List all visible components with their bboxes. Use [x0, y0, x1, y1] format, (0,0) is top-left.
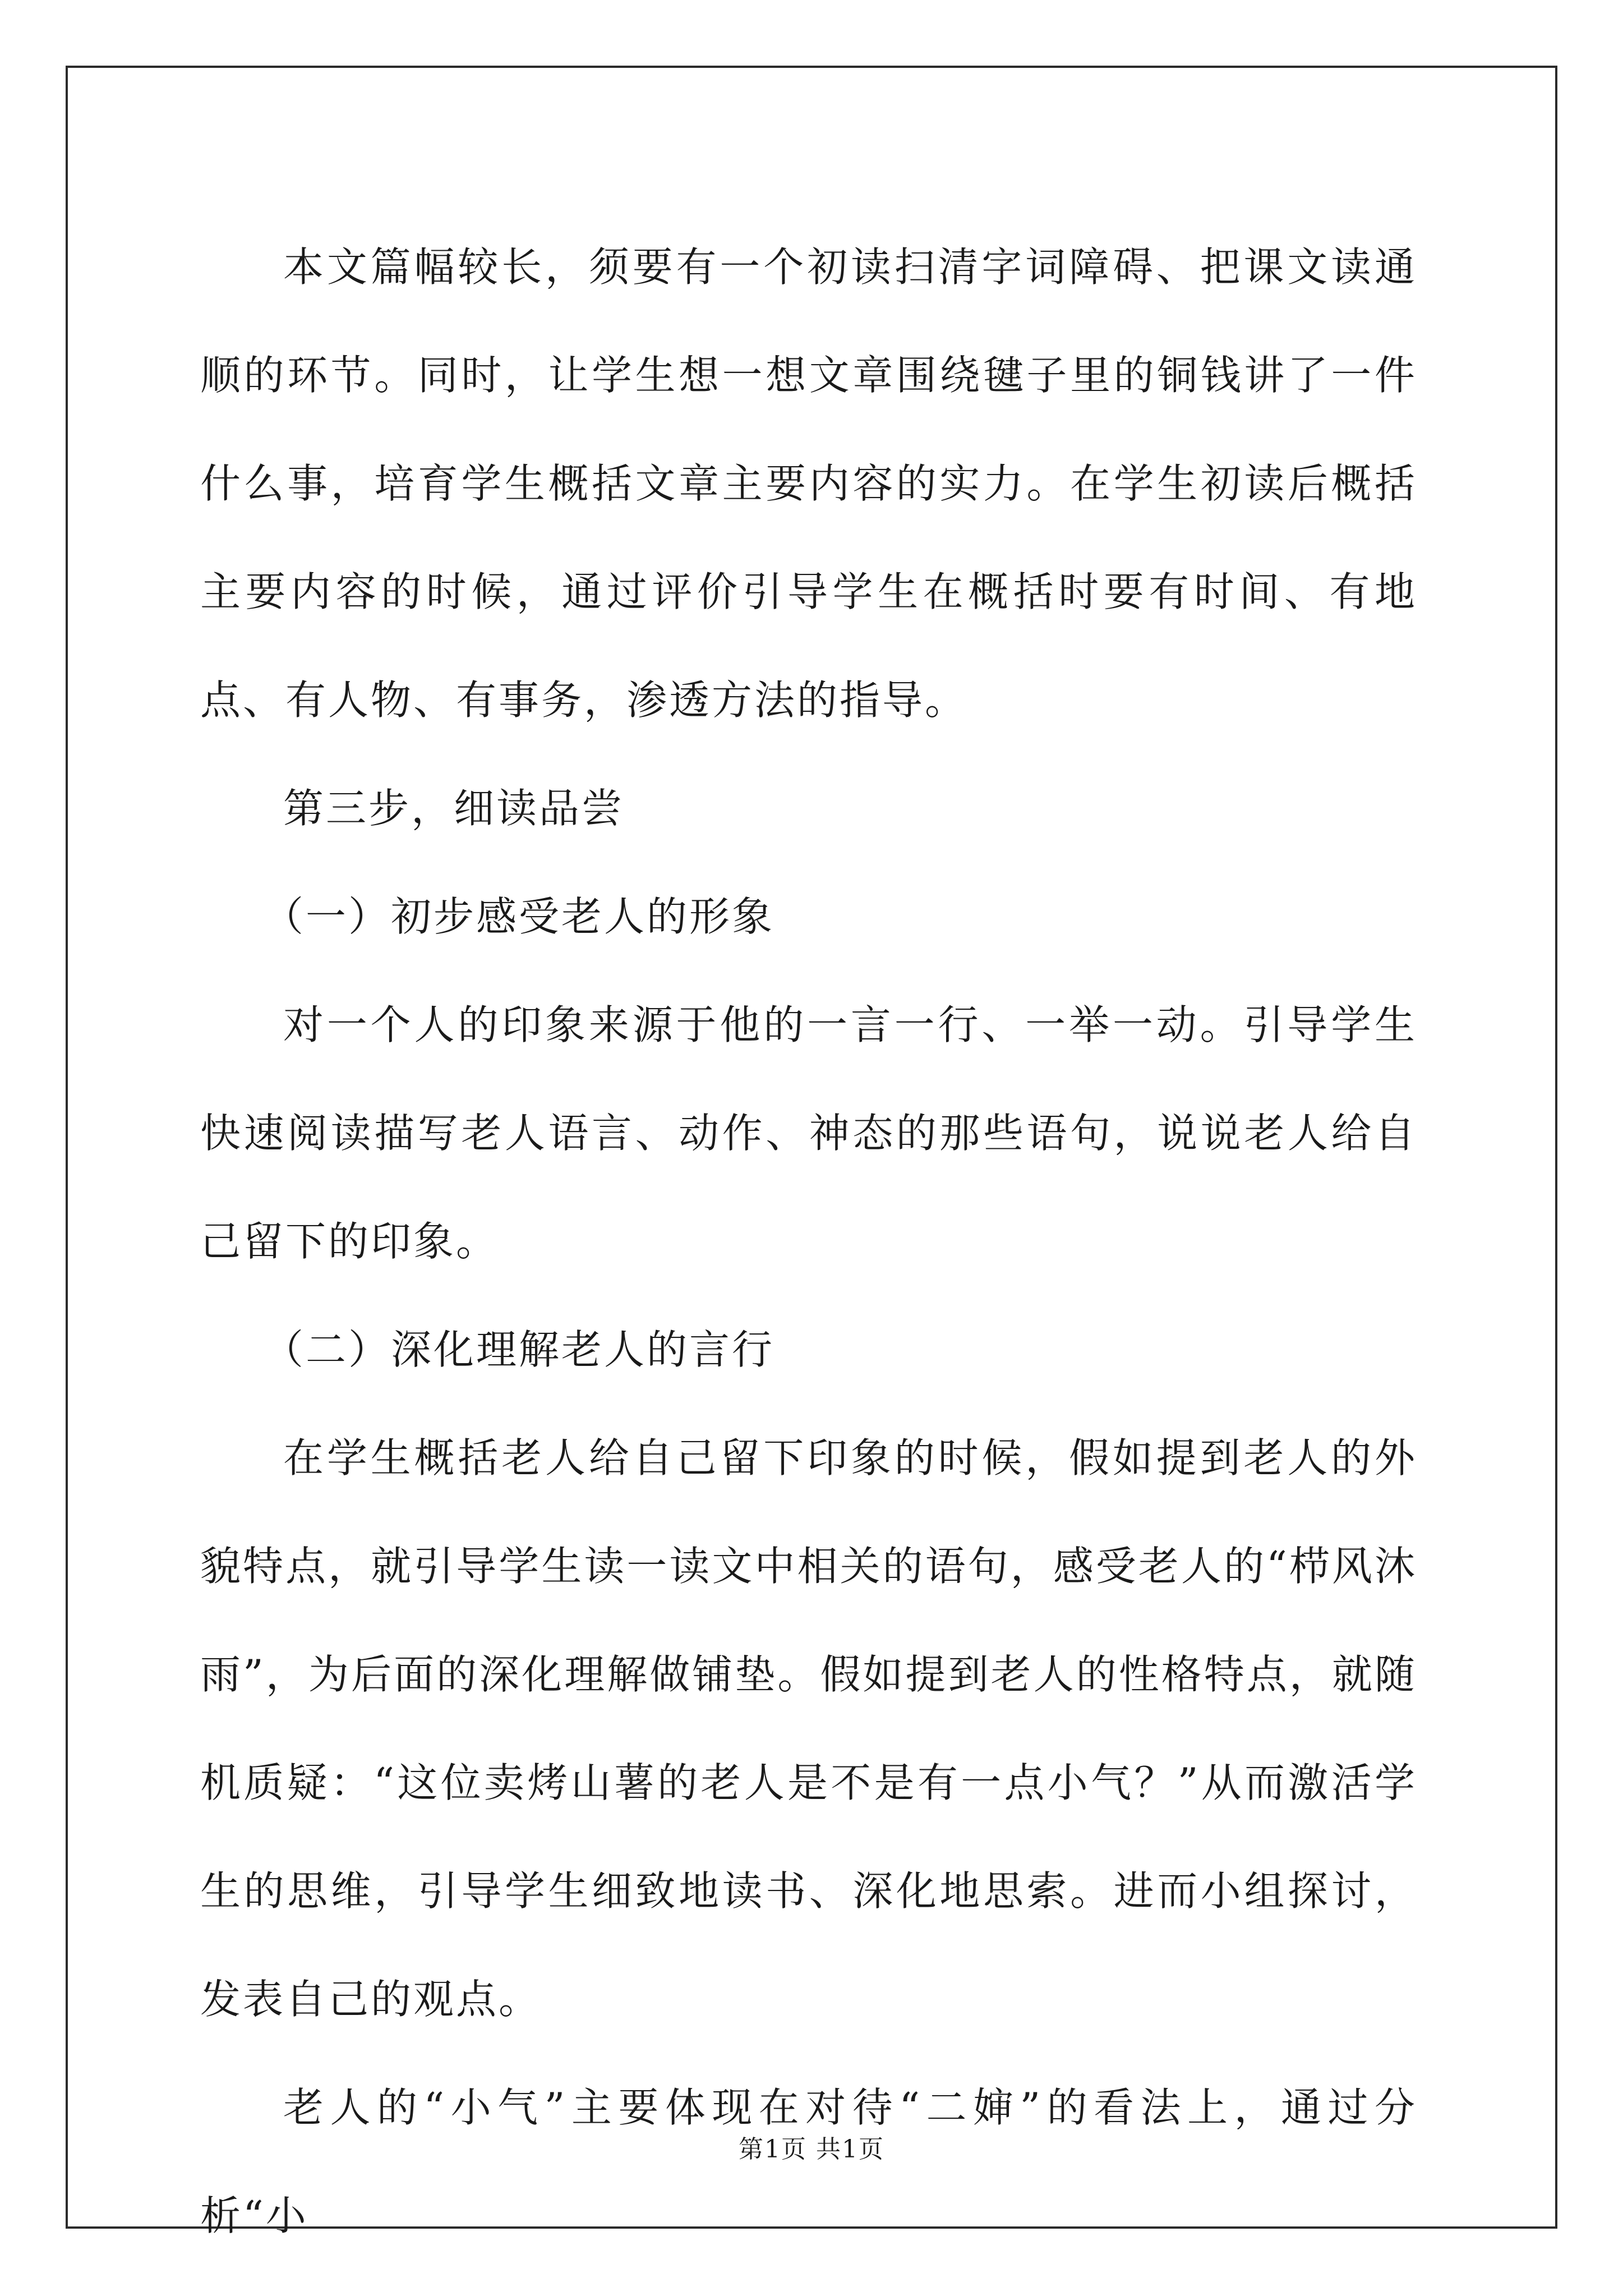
section-heading-step3: 第三步，细读品尝: [283, 785, 625, 832]
paragraph-2: 对一个人的印象来源于他的一言一行、一举一动。引导学生快速阅读描写老人语言、动作、神态的那些语句，说说老人给自己留下的印象。: [200, 1001, 1417, 1265]
paragraph-1: 本文篇幅较长，须要有一个初读扫清字词障碍、把课文读通顺的环节。同时，让学生想一想文章围绕毽子里的铜钱讲了一件什么事，培育学生概括文章主要内容的实力。在学生初读后概括主要内容的时候，通过评价引导学生在概括时要有时间、有地点、有人物、有事务，渗透方法的指导。: [200, 243, 1417, 724]
paragraph-3: 在学生概括老人给自己留下印象的时候，假如提到老人的外貌特点，就引导学生读一读文中相关的语句，感受老人的“栉风沐雨”，为后面的深化理解做铺垫。假如提到老人的性格特点，就随机质疑：“这位卖烤山薯的老人是不是有一点小气？”从而激活学生的思维，引导学生细致地读书、深化地思索。进而小组探讨，发表自己的观点。: [200, 1434, 1417, 2023]
document-body: [200, 213, 1417, 2270]
subheading-1: （一）初步感受老人的形象: [263, 893, 775, 940]
subheading-2: （二）深化理解老人的言行: [263, 1326, 775, 1373]
paragraph-4: 老人的“小气”主要体现在对待“二婶”的看法上，通过分析“小: [200, 2084, 1417, 2239]
page-number-footer: 第1页 共1页: [739, 2135, 884, 2164]
